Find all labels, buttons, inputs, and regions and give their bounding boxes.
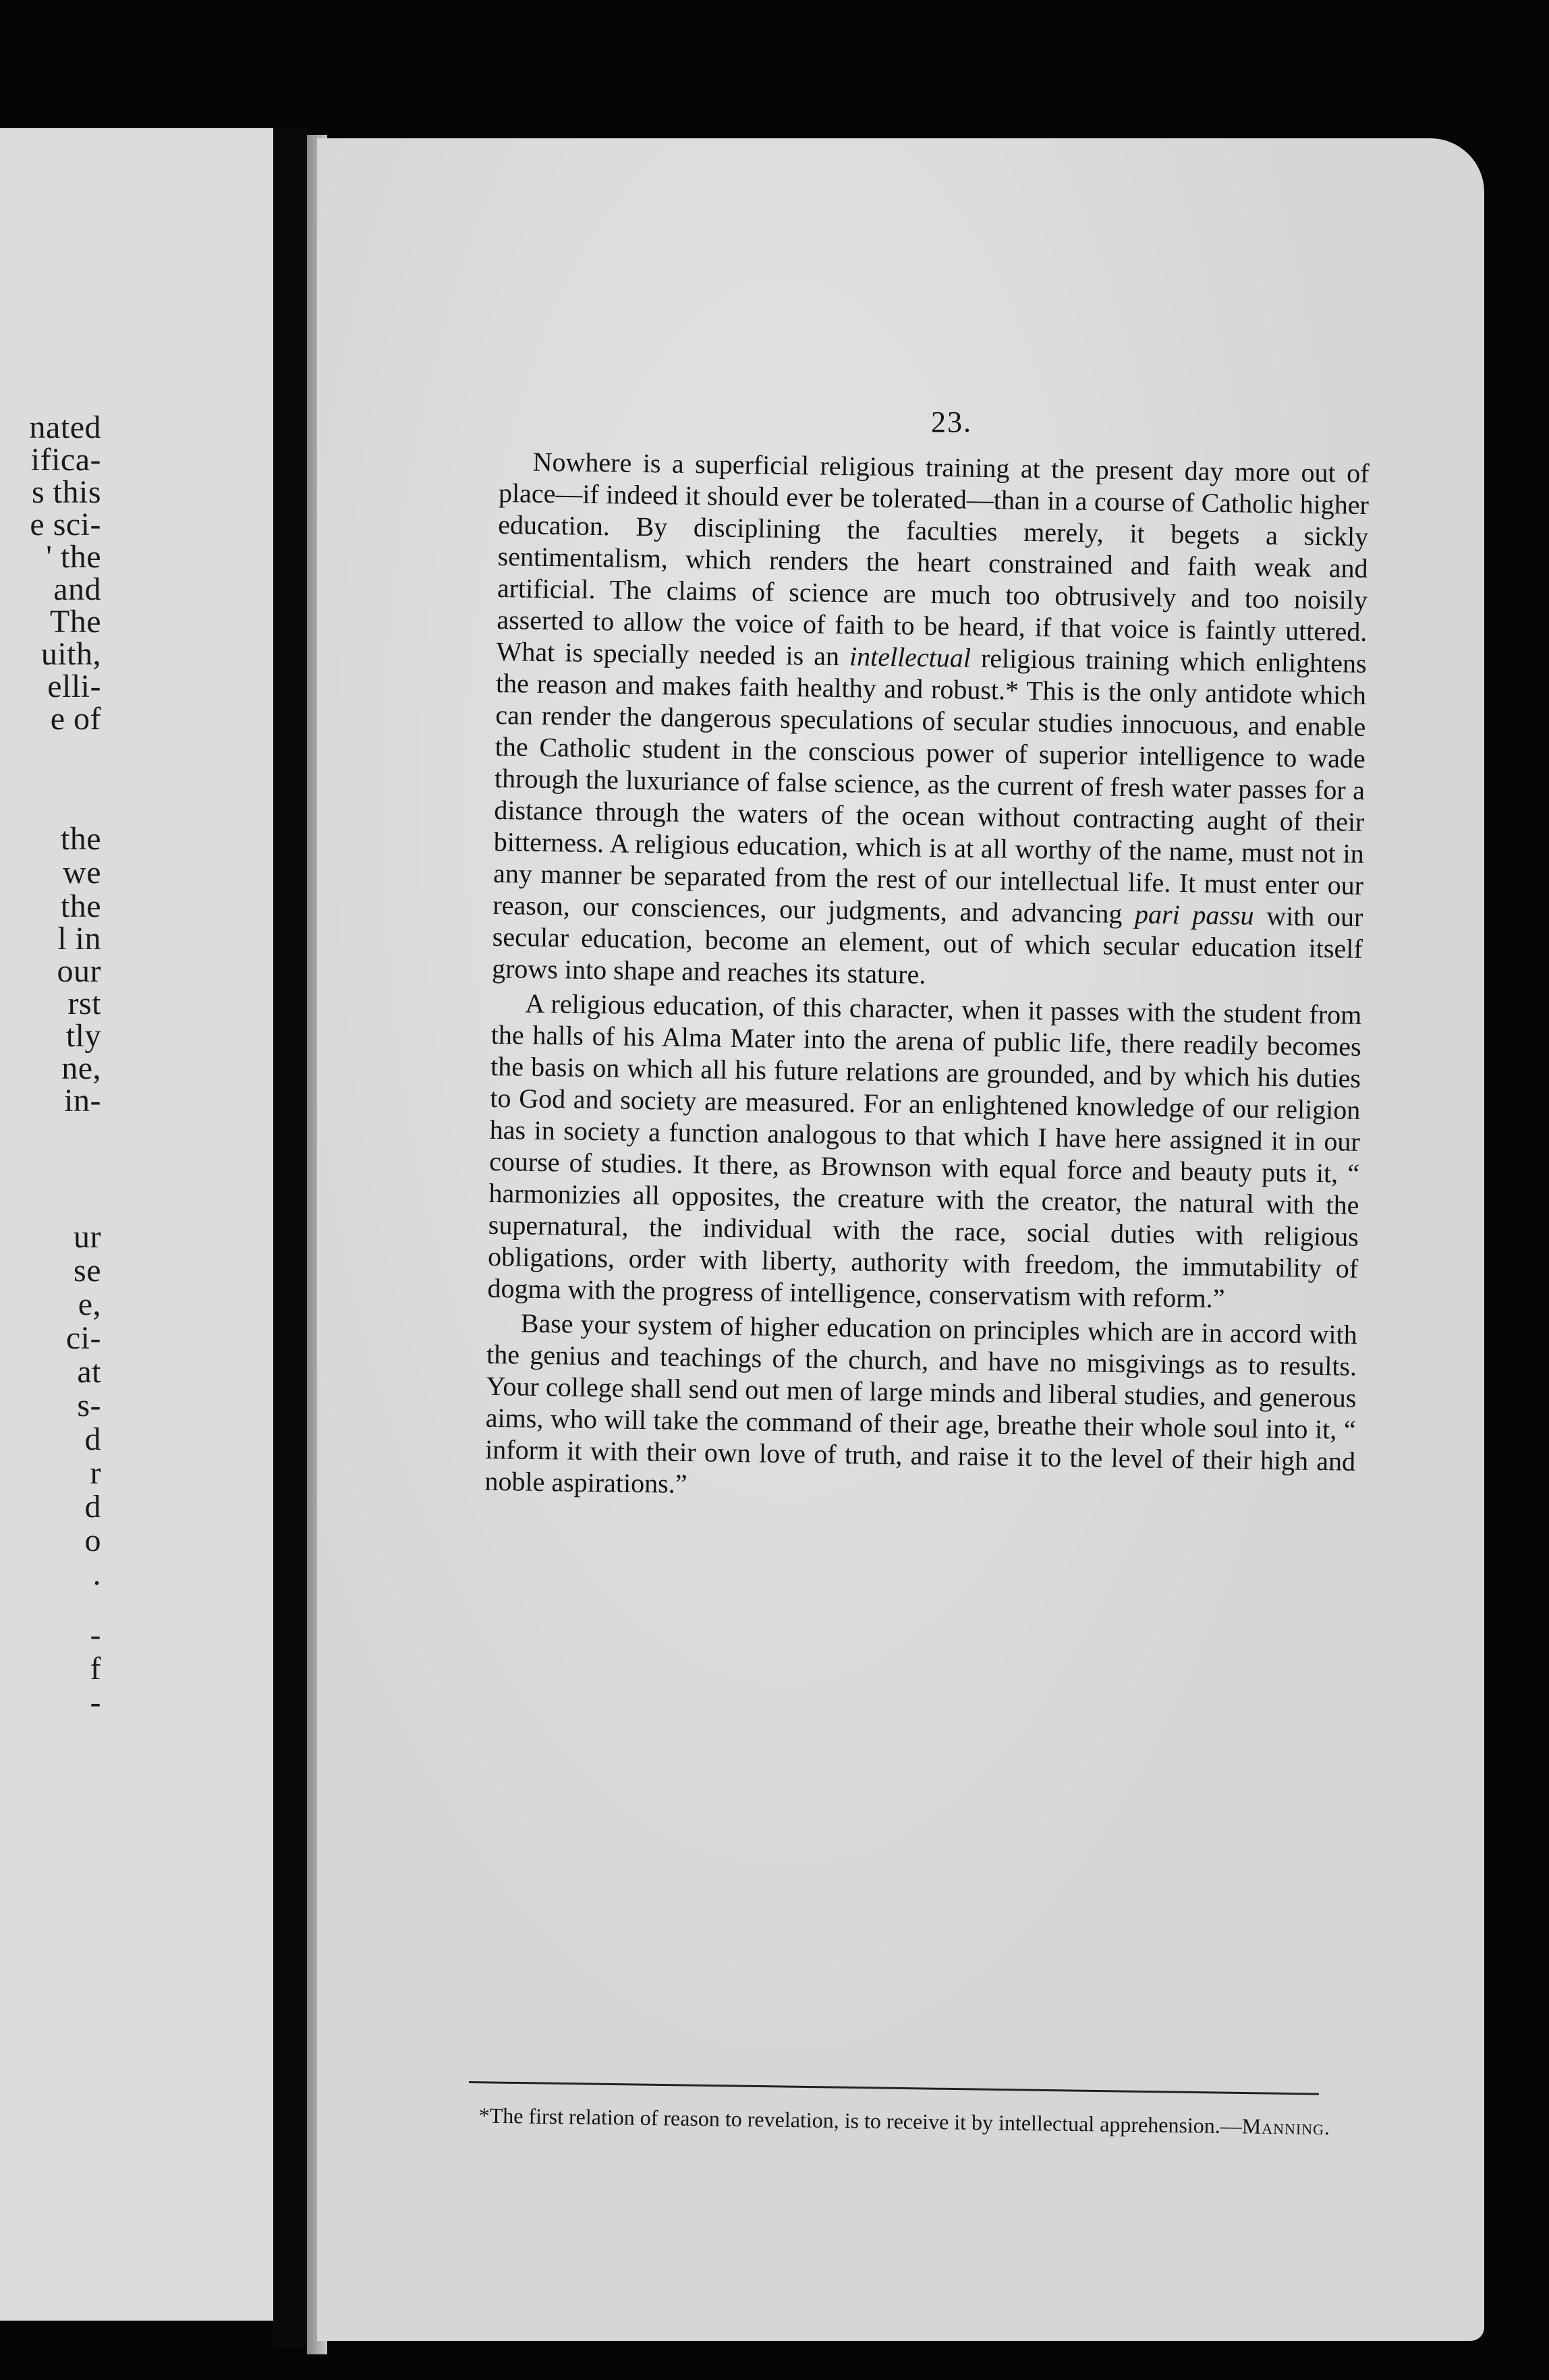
- facing-fragment: r: [90, 1455, 101, 1491]
- facing-fragment: .: [92, 1556, 101, 1592]
- facing-fragment: ci-: [65, 1320, 101, 1356]
- paragraph-text: with our secular education, become an element, out of which secular education itself grows into shape and reaches its stature.: [491, 900, 1363, 990]
- facing-fragment: s this: [31, 474, 101, 510]
- book-gutter: [273, 128, 307, 2348]
- facing-fragment: -: [90, 1684, 101, 1720]
- facing-fragment: ne,: [61, 1050, 101, 1086]
- facing-fragment: e,: [78, 1286, 101, 1322]
- facing-fragment: e of: [50, 701, 101, 737]
- facing-fragment: d: [84, 1421, 101, 1457]
- facing-fragment: e sci-: [30, 507, 101, 542]
- facing-fragment: our: [57, 953, 101, 989]
- facing-fragment: at: [77, 1354, 101, 1390]
- facing-fragment: f: [90, 1651, 101, 1687]
- facing-fragment: elli-: [47, 669, 101, 704]
- facing-page-text: [0, 128, 101, 2321]
- page-number: 23.: [931, 405, 972, 438]
- italic-term: intellectual: [849, 641, 971, 673]
- facing-fragment: se: [74, 1253, 101, 1288]
- facing-fragment: -: [90, 1617, 101, 1653]
- footnote-author: Manning.: [1241, 2114, 1331, 2140]
- facing-fragment: the: [60, 821, 101, 857]
- italic-term: pari passu: [1134, 899, 1254, 931]
- facing-fragment: tly: [65, 1018, 101, 1054]
- facing-fragment: ur: [74, 1219, 101, 1255]
- footnote-text: *The first relation of reason to revelation, is to receive it by intellectual apprehension.—: [478, 2103, 1243, 2138]
- paragraph: A religious education, of this character, when it passes with the student from the halls of his Alma Mater into the arena of public life, there readily becomes the basis on which all his future relations are grounded, and by which his duties to God and society are measured. For an enlightened knowledge of our religion has in society a function analogous to that which I have here assigned it in our course of studies. It there, as Brownson with equal force and beauty puts it, “ harmonizies all opposites, the creature with the creator, the natural with the supernatural, the individual with the race, social duties with religious obligations, order with liberty, authority with freedom, the immutability of dogma with the progress of intelligence, conservatism with reform.”: [487, 988, 1362, 1314]
- facing-fragment: l in: [57, 921, 101, 957]
- paragraph: [492, 445, 1370, 996]
- facing-page: [0, 128, 290, 2321]
- facing-fragment: in-: [64, 1083, 101, 1118]
- footnote-rule: [469, 2081, 1319, 2095]
- facing-fragment: rst: [67, 986, 101, 1021]
- facing-fragment: ifica-: [30, 442, 101, 478]
- facing-fragment: The: [49, 604, 101, 640]
- facing-fragment: uith,: [40, 636, 101, 672]
- paragraph-text: religious training which enlightens the reason and makes faith healthy and robust.* This is the only antidote which can render the dangerous speculations of secular studies innocuous, and enable the Catholic student in the conscious power of superior intelligence to wade through the luxuriance of false science, as the current of fresh water passes for a distance through the waters of the ocean without contracting aught of their bitterness. A religious education, which is at all worthy of the name, must not in any manner be separated from the rest of our intellectual life. It must enter our reason, our consciences, our judgments, and advancing: [492, 642, 1367, 930]
- facing-fragment: we: [63, 855, 101, 890]
- facing-fragment: and: [53, 571, 101, 607]
- body-text: [484, 445, 1370, 1512]
- facing-fragment: o: [84, 1523, 101, 1558]
- footnote: [451, 2103, 1335, 2140]
- paragraph: Base your system of higher education on principles which are in accord with the genius and teachings of the church, and have no misgivings as to results. Your college shall send out men of large minds and liberal studies, and generous aims, who will take the command of their age, breathe their whole soul into it, “ inform it with their own love of truth, and raise it to the level of their high and noble aspirations.”: [484, 1307, 1358, 1500]
- facing-fragment: d: [84, 1489, 101, 1525]
- paragraph-text: Nowhere is a superficial religious training at the present day more out of place—if indeed it should ever be tolerated—than in a course of Catholic higher education. By disciplining the faculties merely, it begets a sickly sentimentalism, which renders the heart constrained and faith weak and artificial. The claims of science are much too obtrusively and too noisily asserted to allow the voice of faith to be heard, if that voice is faintly uttered. What is specially needed is an: [496, 446, 1370, 672]
- facing-fragment: nated: [29, 409, 101, 445]
- facing-fragment: the: [60, 888, 101, 924]
- facing-fragment: ' the: [46, 539, 101, 575]
- book-page: [317, 138, 1484, 2341]
- facing-fragment: s-: [77, 1388, 101, 1423]
